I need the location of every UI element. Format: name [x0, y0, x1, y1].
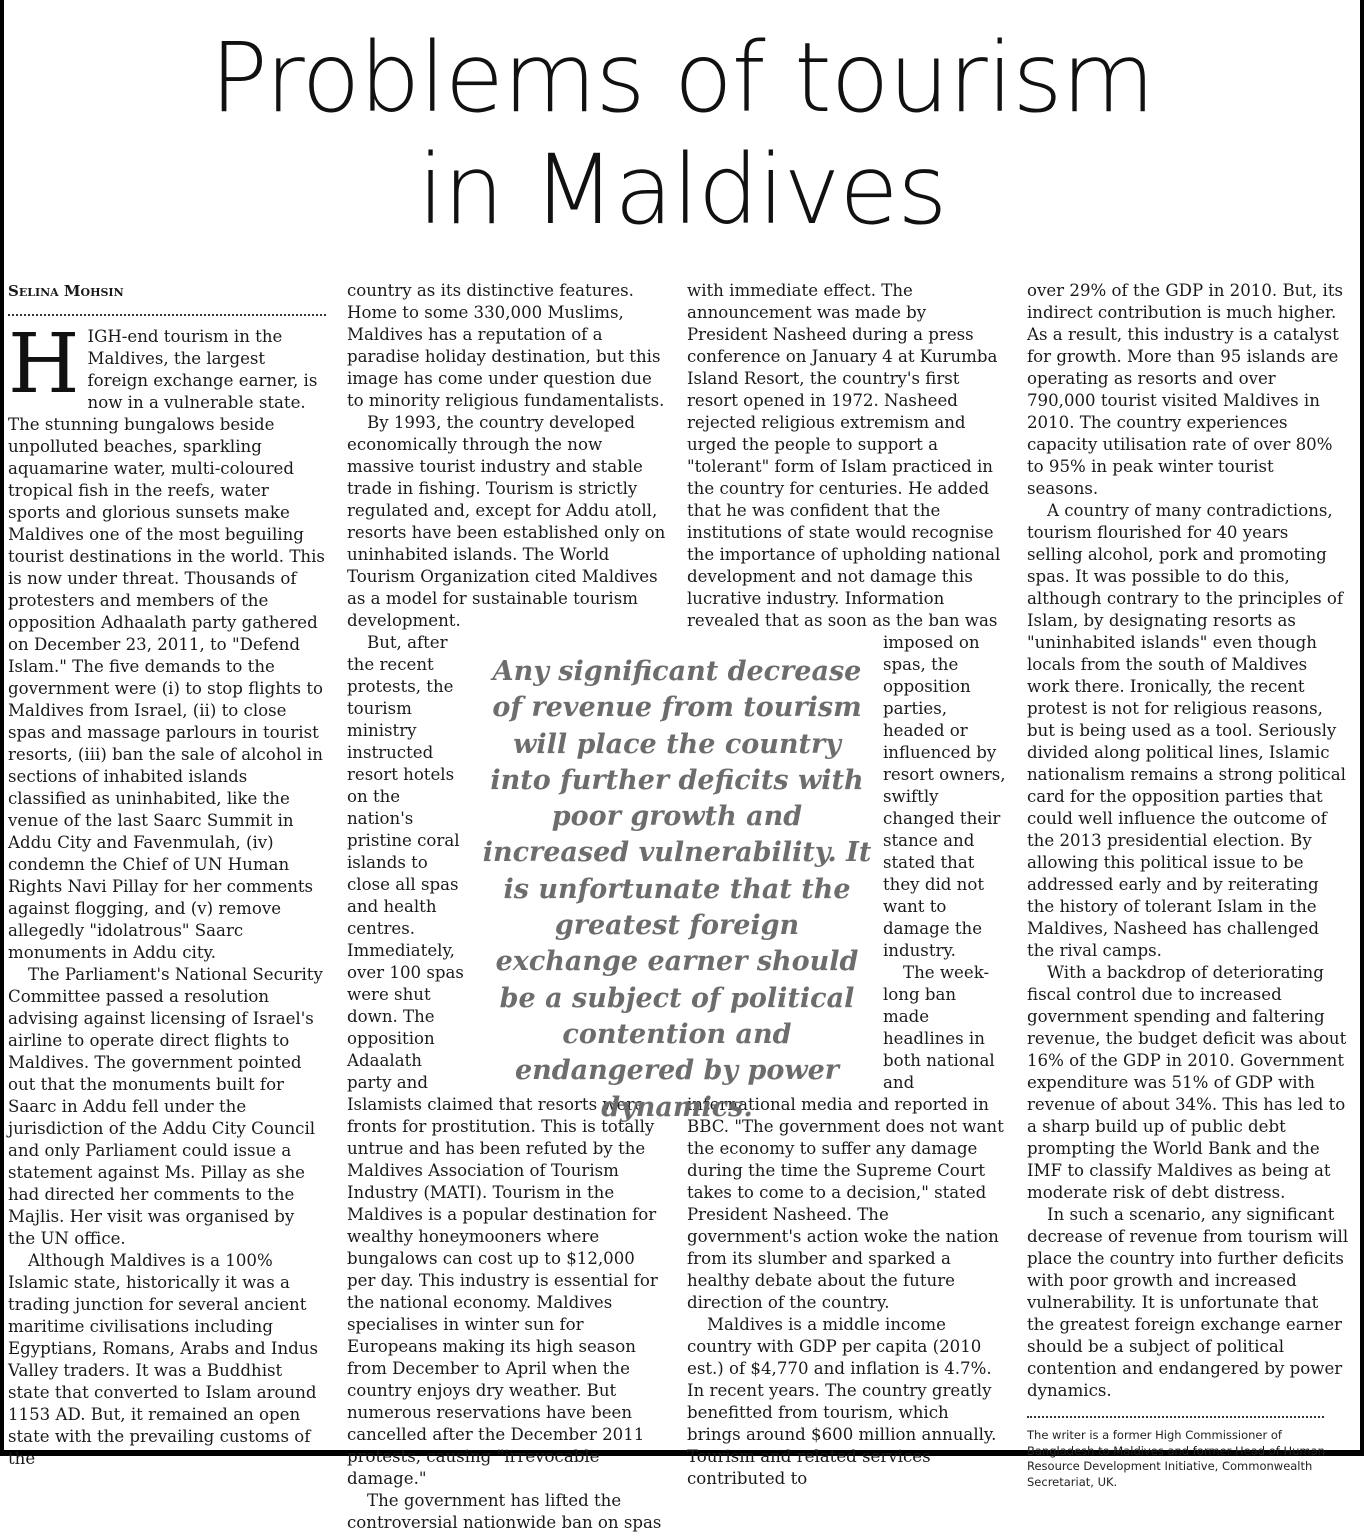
article-column-1: [8, 280, 326, 1468]
article-column-4: [1027, 280, 1349, 1489]
author-footnote: The writer is a former High Commissioner of Bangladesh to Maldives and former Head of Human Resource Development Initiative, Commonwealth Secretariat, UK.: [1027, 1428, 1325, 1489]
column-2-paragraph-2: By 1993, the country developed economically through the now massive tourist industry and stable trade in fishing. Tourism is strictly regulated and, except for Addu atoll, resorts have been established only on uninhabited islands. The World Tourism Organization cited Maldives as a model for sustainable tourism development.: [347, 413, 666, 630]
pull-quote: Any significant decrease of revenue from tourism will place the country into further deficits with poor growth and increased vulnerability. It is unfortunate that the greatest foreign exchange earner should be a subject of political contention and endangered by power dynamics.: [482, 656, 872, 1123]
column-1-paragraph-1: [8, 317, 326, 964]
column-3-paragraph-3: Maldives is a middle income country with GDP per capita (2010 est.) of $4,770 and inflation is 4.7%. In recent years. The country greatly benefitted from tourism, which brings around $600 million annually. Tourism and related services contributed to: [687, 1315, 997, 1488]
column-3-paragraph-1: with immediate effect. The announcement was made by President Nasheed during a press conference on January 4 at Kurumba Island Resort, the country's first resort opened in 1972. Nasheed rejected religious extremism and urged the people to support a "tolerant" form of Islam practiced in the country for centuries. He added that he was confident that the institutions of state would recognise the importance of upholding national development and not damage this lucrative industry. Information revealed that as soon as the ban was imposed on spas, the opposition parties, headed or influenced by resort owners, swiftly changed their stance and stated that they did not want to damage the industry.: [687, 281, 1006, 960]
column-2-paragraph-3: But, after the recent protests, the tourism ministry instructed resort hotels on the nation's pristine coral islands to close all spas and health centres. Immediately, over 100 spas were shut down. The opposition Adaalath party and Islamists claimed that resorts were fronts for prostitution. This is totally untrue and has been refuted by the Maldives Association of Tourism Industry (MATI). Tourism in the Maldives is a popular destination for wealthy honeymooners where bungalows can cost up to $12,000 per day. This industry is essential for the national economy. Maldives specialises in winter sun for Europeans making its high season from December to April when the country enjoys dry weather. But numerous reservations have been cancelled after the December 2011 protests, causing "irrevocable damage.": [347, 633, 658, 1488]
column-1-paragraph-3: Although Maldives is a 100% Islamic state, historically it was a trading junction for several ancient maritime civilisations including Egyptians, Romans, Arabs and Indus Valley traders. It was a Buddhist state that converted to Islam around 1153 AD. But, it remained an open state with the prevailing customs of the: [8, 1251, 318, 1468]
column-4-paragraph-1: over 29% of the GDP in 2010. But, its indirect contribution is much higher. As a result, this industry is a catalyst for growth. More than 95 islands are operating as resorts and over 790,000 tourist visited Maldives in 2010. The country experiences capacity utilisation rate of over 80% to 95% in peak winter tourist seasons.: [1027, 281, 1344, 498]
column-2-paragraph-1: country as its distinctive features. Home to some 330,000 Muslims, Maldives has a reputation of a paradise holiday destination, but this image has come under question due to minority religious fundamentalists.: [347, 281, 665, 410]
byline: Selina Mohsin: [8, 282, 124, 300]
column-4-paragraph-2: A country of many contradictions, tourism flourished for 40 years selling alcohol, pork and promoting spas. It was possible to do this, although contrary to the principles of Islam, by designating resorts as "uninhabited islands" even though locals from the south of Maldives work there. Ironically, the recent protest is not for religious reasons, but is being used as a tool. Seriously divided along political lines, Islamic nationalism remains a strong political card for the opposition parties that could well influence the outcome of the 2013 presidential election. By allowing this political issue to be addressed early and by reiterating the history of tolerant Islam in the Maldives, Nasheed has challenged the rival camps.: [1027, 501, 1346, 960]
column-4-paragraph-3: With a backdrop of deteriorating fiscal control due to increased government spending and faltering revenue, the budget deficit was about 16% of the GDP in 2010. Government expenditure was 51% of GDP with revenue of about 34%. This has led to a sharp build up of public debt prompting the World Bank and the IMF to classify Maldives as being at moderate risk of debt distress.: [1027, 963, 1347, 1202]
column-2-paragraph-4: The government has lifted the controversial nationwide ban on spas: [347, 1491, 662, 1532]
headline-line-2: in Maldives: [417, 134, 947, 246]
column-1-paragraph-1-text: IGH-end tourism in the Maldives, the largest foreign exchange earner, is now in a vulnerable state. The stunning bungalows beside unpolluted beaches, sparkling aquamarine water, multi-coloured tropical fish in the reefs, water sports and glorious sunsets make Maldives one of the most beguiling tourist destinations in the world. This is now under threat. Thousands of protesters and members of the opposition Adhaalath party gathered on December 23, 2011, to "Defend Islam." The five demands to the government were (i) to stop flights to Maldives from Israel, (ii) to close spas and massage parlours in tourist resorts, (iii) ban the sale of alcohol in sections of inhabited islands classified as uninhabited, like the venue of the last Saarc Summit in Addu City and Favenmulah, (iv) condemn the Chief of UN Human Rights Navi Pillay for her comments against flogging, and (v) remove allegedly "idolatrous" Saarc monuments in Addu city.: [8, 327, 325, 962]
column-1-paragraph-2: The Parliament's National Security Committee passed a resolution advising against licensing of Israel's airline to operate direct flights to Maldives. The government pointed out that the monuments built for Saarc in Addu fell under the jurisdiction of the Addu City Council and only Parliament could issue a statement against Ms. Pillay as she had directed her comments to the Majlis. Her visit was organised by the UN office.: [8, 965, 323, 1248]
byline-divider: [8, 314, 326, 316]
drop-cap: H: [8, 317, 80, 412]
article-headline: [0, 22, 1364, 246]
column-4-paragraph-4: In such a scenario, any significant decrease of revenue from tourism will place the country into further deficits with poor growth and increased vulnerability. It is unfortunate that the greatest foreign exchange earner should be a subject of political contention and endangered by power dynamics.: [1027, 1205, 1349, 1400]
headline-line-1: Problems of tourism: [210, 22, 1154, 134]
footnote-divider: [1027, 1416, 1324, 1418]
column-3-paragraph-2: The week-long ban made headlines in both national and international media and reported in BBC. "The government does not want the economy to suffer any damage during the time the Supreme Court takes to come to a decision," stated President Nasheed. The government's action woke the nation from its slumber and sparked a healthy debate about the future direction of the country.: [687, 963, 1004, 1312]
